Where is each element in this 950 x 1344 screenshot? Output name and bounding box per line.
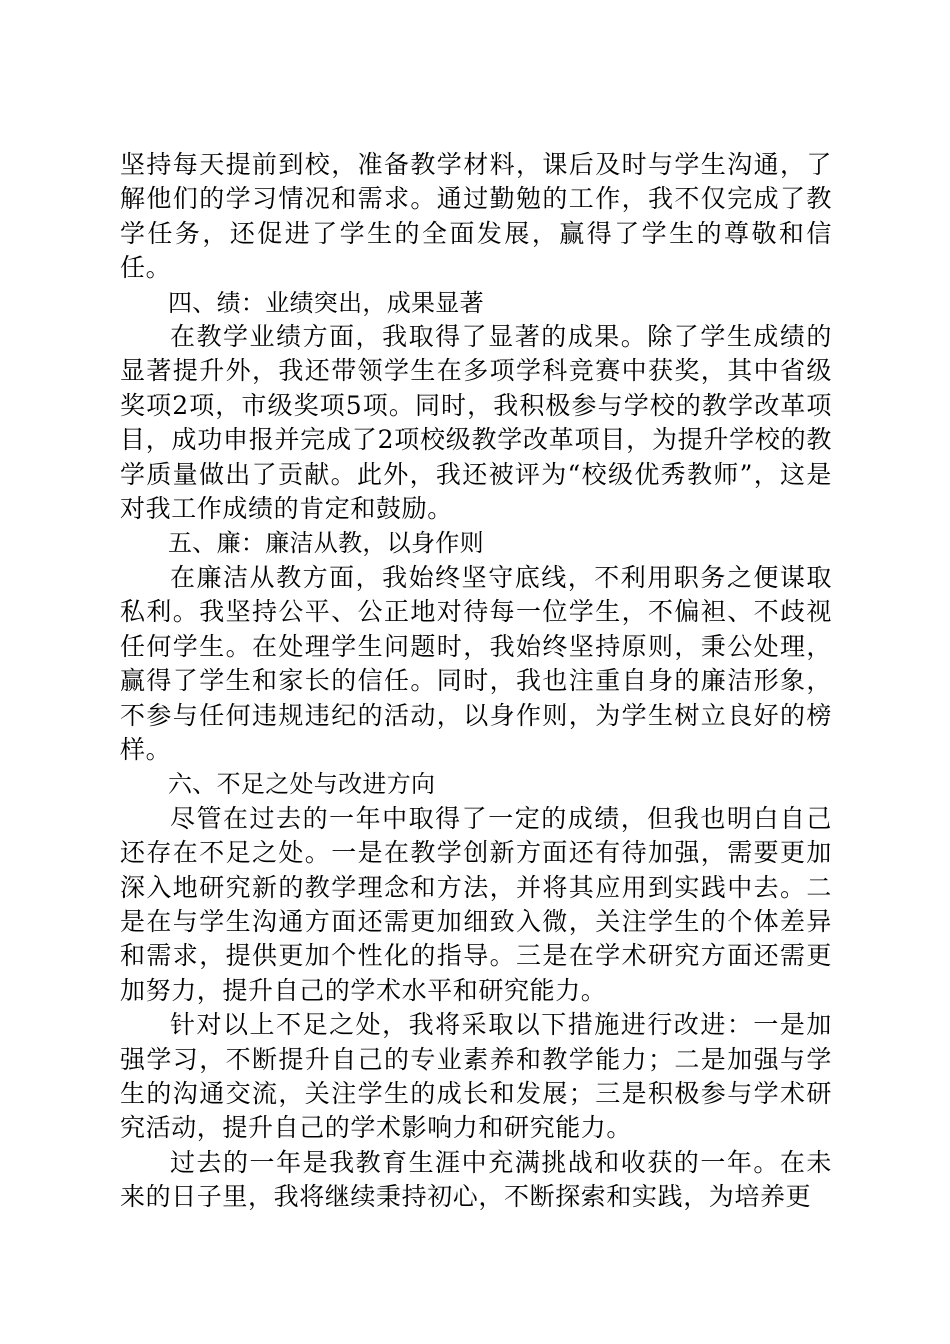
- paragraph-diligence-continued: 坚持每天提前到校，准备教学材料，课后及时与学生沟通，了解他们的学习情况和需求。通过勤勉的工作，我不仅完成了教学任务，还促进了学生的全面发展，赢得了学生的尊敬和信任。: [120, 150, 832, 283]
- section-heading-shortcomings: 六、不足之处与改进方向: [168, 770, 436, 799]
- paragraph-shortcomings: 尽管在过去的一年中取得了一定的成绩，但我也明白自己还存在不足之处。一是在教学创新方面还有待加强，需要更加深入地研究新的教学理念和方法，并将其应用到实践中去。二是在与学生沟通方面还需更加细致入微，关注学生的个体差异和需求，提供更加个性化的指导。三是在学术研究方面还需更加努力，提升自己的学术水平和研究能力。: [120, 803, 832, 1005]
- section-heading-achievements: 四、绩：业绩突出，成果显著: [168, 288, 484, 317]
- paragraph-achievements: 在教学业绩方面，我取得了显著的成果。除了学生成绩的显著提升外，我还带领学生在多项学科竞赛中获奖，其中省级奖项2项，市级奖项5项。同时，我积极参与学校的教学改革项目，成功申报并完成了2项校级教学改革项目，为提升学校的教学质量做出了贡献。此外，我还被评为“校级优秀教师”，这是对我工作成绩的肯定和鼓励。: [120, 322, 832, 524]
- document-body: [120, 148, 832, 1215]
- paragraph-improvement-measures: 针对以上不足之处，我将采取以下措施进行改进：一是加强学习，不断提升自己的专业素养和教学能力；二是加强与学生的沟通交流，关注学生的成长和发展；三是积极参与学术研究活动，提升自己的学术影响力和研究能力。: [120, 1010, 832, 1143]
- paragraph-integrity: 在廉洁从教方面，我始终坚守底线，不利用职务之便谋取私利。我坚持公平、公正地对待每一位学生，不偏袒、不歧视任何学生。在处理学生问题时，我始终坚持原则，秉公处理，赢得了学生和家长的信任。同时，我也注重自身的廉洁形象，不参与任何违规违纪的活动，以身作则，为学生树立良好的榜样。: [120, 562, 832, 764]
- section-heading-integrity: 五、廉：廉洁从教，以身作则: [168, 529, 484, 558]
- paragraph-conclusion: 过去的一年是我教育生涯中充满挑战和收获的一年。在未来的日子里，我将继续秉持初心，不断探索和实践，为培养更: [120, 1147, 832, 1212]
